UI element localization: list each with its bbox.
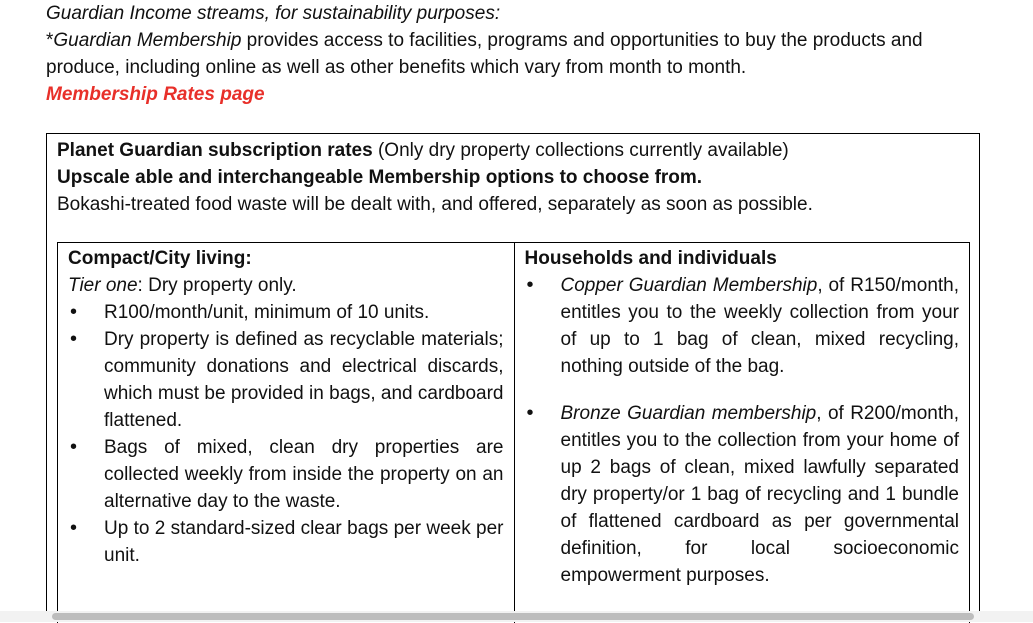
membership-name: Guardian Membership — [53, 30, 242, 51]
list-item: • Bags of mixed, clean dry properties are collected weekly from inside the property on an alternative day to the waste. — [68, 434, 504, 515]
tier-one-line — [68, 272, 504, 299]
box-title-rest: (Only dry property collections currently available) — [372, 140, 789, 161]
box-note: Bokashi-treated food waste will be dealt with, and offered, separately as soon as possible. — [57, 194, 813, 215]
membership-rates-link[interactable]: Membership Rates page — [46, 84, 265, 105]
households-heading: Households and individuals — [524, 248, 777, 269]
list-item: • R100/month/unit, minimum of 10 units. — [68, 299, 504, 326]
box-subtitle: Upscale able and interchangeable Membership options to choose from. — [57, 167, 703, 188]
households-list — [525, 272, 960, 589]
tier-label: Tier one — [68, 275, 138, 296]
horizontal-scrollbar-thumb[interactable] — [52, 613, 974, 620]
list-item: • Up to 2 standard-sized clear bags per week per unit. — [68, 515, 504, 569]
membership-description — [46, 27, 986, 81]
box-title-bold: Planet Guardian subscription rates — [57, 140, 373, 161]
rates-table — [57, 242, 970, 623]
compact-city-heading: Compact/City living: — [68, 248, 252, 269]
income-streams-heading: Guardian Income streams, for sustainability purposes: — [46, 3, 501, 24]
bronze-membership-name: Bronze Guardian membership — [560, 403, 817, 424]
bronze-membership-text: , of R200/month, entitles you to the collection from your home of up 2 bags of clean, mixed lawfully separated dry property/or 1 bag of recycling and 1 bundle of flattened cardboard as per governmental definition, for local socioeconomic empowerment purposes. — [560, 403, 959, 586]
tier-text: : Dry property only. — [137, 275, 297, 296]
intro-section — [46, 0, 986, 108]
asterisk: * — [46, 30, 54, 51]
copper-membership-name: Copper Guardian Membership — [560, 275, 818, 296]
list-item: • Dry property is defined as recyclable materials; community donations and electrical discards, which must be provided in bags, and cardboard flattened. — [68, 326, 504, 434]
box-title — [57, 137, 969, 164]
copper-membership-text: , of R150/month, entitles you to the weekly collection from your of up to 1 bag of clean, mixed recycling, nothing outside of the bag. — [560, 275, 960, 377]
subscription-rates-box — [46, 133, 980, 622]
compact-city-column — [58, 243, 515, 623]
households-column — [515, 243, 970, 623]
list-item — [525, 272, 960, 380]
membership-text: provides access to facilities, programs and opportunities to buy the products and produce, including online as well as other benefits which vary from month to month. — [46, 30, 923, 78]
compact-city-list — [68, 299, 504, 569]
list-item — [525, 400, 960, 589]
